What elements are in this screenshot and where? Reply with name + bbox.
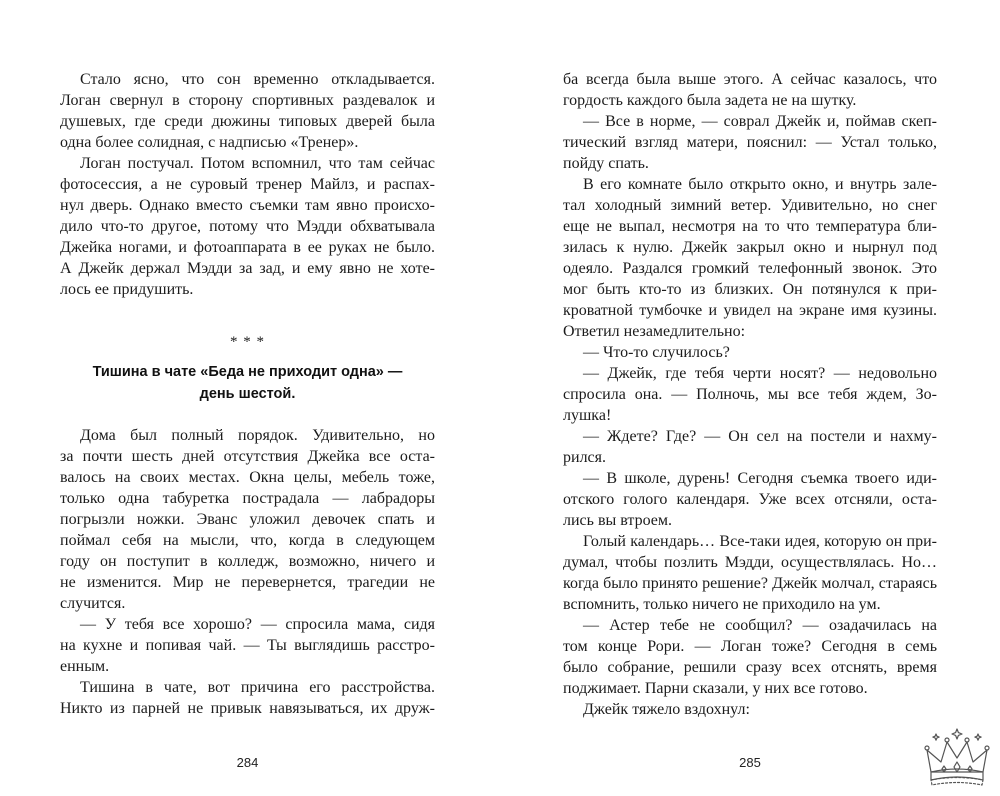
text-line: случится. (60, 595, 126, 612)
paragraph (563, 69, 937, 111)
text-line: ба всегда была выше этого. А сейчас казалось, что (563, 71, 937, 88)
left-page-text-section-1 (60, 69, 435, 300)
text-line: мог быть кто-то из близких. Он потянулся к при- (563, 281, 937, 298)
text-line: только одна табуретка пострадала — лабрадоры (60, 490, 435, 507)
text-line: кроватной тумбочке и увидел на экране имя кузины. (563, 302, 937, 319)
text-line: В его комнате было открыто окно, и внутрь зале- (583, 176, 937, 193)
text-line: думал, чтобы позлить Мэдди, осуществлялась. Но… (563, 554, 937, 571)
text-line: было собрание, решили сразу всех отснять, время (563, 659, 937, 676)
text-line: душевых, где среди дюжины типовых дверей была (60, 113, 435, 130)
right-page-text (563, 69, 937, 720)
text-line: пойду спать. (563, 155, 649, 172)
text-line: — Что-то случилось? (583, 344, 730, 361)
paragraph (60, 69, 435, 153)
text-line: Тишина в чате, вот причина его расстройства. (80, 679, 435, 696)
text-line: гордость каждого была задета не на шутку. (563, 92, 857, 109)
text-line: спросила она. — Полночь, мы все тебя ждем, Зо- (563, 386, 937, 403)
text-line: фотосессия, а не суровый тренер Майлз, и распах- (60, 176, 435, 193)
text-line: — Все в норме, — соврал Джейк и, поймав скеп- (583, 113, 937, 130)
text-line: енным. (60, 658, 110, 675)
text-line: году он поступит в колледж, возможно, ничего и (60, 553, 435, 570)
text-line: одеяло. Раздался громкий телефонный звонок. Это (563, 260, 937, 277)
paragraph (60, 425, 435, 614)
left-page-text-section-2 (60, 425, 435, 719)
paragraph (563, 111, 937, 174)
text-line: Никто из парней не привык навязываться, их друж- (60, 700, 435, 717)
text-line: валось на своих местах. Окна целы, мебель тоже, (60, 469, 435, 486)
text-line: лось ее придушить. (60, 281, 194, 298)
text-line: дило что-то другое, потому что Мэдди обхватывала (60, 218, 435, 235)
text-line: А Джейк держал Мэдди за зад, и ему явно не хоте- (60, 260, 435, 277)
text-line: погрызли ножки. Эванс уложил девочек спать и (60, 511, 435, 528)
page-number-right: 285 (739, 755, 761, 770)
paragraph (60, 677, 435, 719)
paragraph (563, 426, 937, 468)
chapter-heading-line-2: день шестой. (199, 386, 296, 402)
text-line: тический взгляд матери, пояснил: — Устал только, (563, 134, 937, 151)
text-line: одна более солидная, с надписью «Тренер». (60, 134, 359, 151)
text-line: — Джейк, где тебя черти носят? — недовольно (583, 365, 937, 382)
text-line: вспомнить, только ничего не приходило на ум. (563, 596, 881, 613)
text-line: лись вы втроем. (563, 512, 673, 529)
paragraph (563, 699, 937, 720)
scene-separator: * * * (230, 334, 265, 350)
text-line: не изменится. Мир не перевернется, трагедии не (60, 574, 435, 591)
text-line: на кухне и попивая чай. — Ты выглядишь расстро- (60, 637, 435, 654)
text-line: нул дверь. Однако вместо съемки там явно происхо- (60, 197, 435, 214)
text-line: — Ждете? Где? — Он сел на постели и нахму- (583, 428, 937, 445)
text-line: Джейка ногами, и фотоаппарата в ее руках не было. (60, 239, 435, 256)
text-line: зилась к нулю. Джейк закрыл окно и нырнул под (563, 239, 937, 256)
text-line: — В школе, дурень! Сегодня съемка твоего иди- (583, 470, 937, 487)
text-line: Логан свернул в сторону спортивных раздевалок и (60, 92, 435, 109)
paragraph (60, 153, 435, 300)
text-line: Дома был полный порядок. Удивительно, но (80, 427, 435, 444)
text-line: отского голого календаря. Уже всех отсняли, оста- (563, 491, 937, 508)
paragraph (563, 363, 937, 426)
text-line: Джейк тяжело вздохнул: (583, 701, 750, 718)
text-line: Ответил незамедлительно: (563, 323, 746, 340)
text-line: за почти шесть дней отсутствия Джейка все оста- (60, 448, 435, 465)
paragraph (563, 174, 937, 342)
text-line: рился. (563, 449, 607, 466)
paragraph (563, 531, 937, 615)
text-line: том конце Рори. — Логан тоже? Сегодня в семь (563, 638, 937, 655)
page-number-left: 284 (236, 755, 259, 770)
paragraph (563, 342, 937, 363)
chapter-heading-line-1: Тишина в чате «Беда не приходит одна» — (92, 364, 403, 380)
text-line: еще не выпал, несмотря на то что температура бли- (563, 218, 937, 235)
text-line: Стало ясно, что сон временно откладывается. (80, 71, 435, 88)
text-line: — Астер тебе не сообщил? — озадачилась на (583, 617, 937, 634)
crown-icon (922, 726, 992, 792)
text-line: поджимает. Парни сказали, у них все готово. (563, 680, 868, 697)
right-page (500, 0, 1000, 796)
chapter-heading (60, 361, 435, 405)
text-line: Голый календарь… Все-таки идея, которую он при- (583, 533, 937, 550)
text-line: — У тебя все хорошо? — спросила мама, сидя (80, 616, 435, 633)
text-line: лушка! (563, 407, 612, 424)
paragraph (60, 614, 435, 677)
paragraph (563, 615, 937, 699)
text-line: тал холодный зимний ветер. Удивительно, но снег (563, 197, 937, 214)
text-line: когда было принято решение? Джейк молчал, стараясь (563, 575, 937, 592)
paragraph (563, 468, 937, 531)
text-line: поймал себя на мысли, что, когда в следующем (60, 532, 435, 549)
text-line: Логан постучал. Потом вспомнил, что там сейчас (80, 155, 435, 172)
